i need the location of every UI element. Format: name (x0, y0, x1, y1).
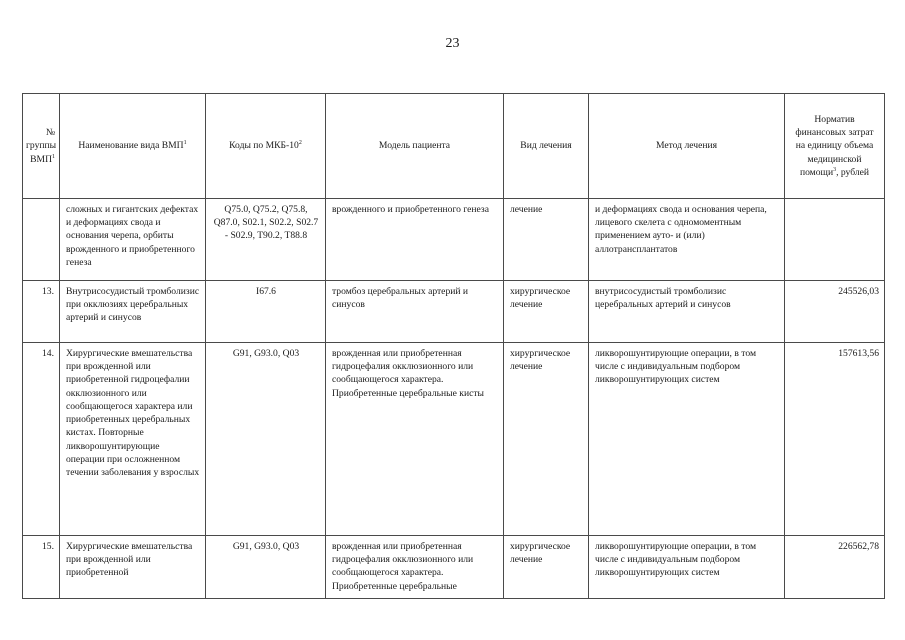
group-num-cell (23, 199, 60, 281)
table-row (23, 343, 885, 536)
cost-cell: 157613,56 (785, 343, 885, 536)
table-row (23, 281, 885, 343)
group-num-cell: 15. (23, 536, 60, 599)
header-icd-codes (206, 94, 326, 199)
header-group-num (23, 94, 60, 199)
group-num-cell: 13. (23, 281, 60, 343)
header-cost-norm-suffix: , рублей (836, 166, 870, 178)
table-row (23, 199, 885, 281)
header-treatment-method-text: Метод лечения (655, 140, 718, 152)
vmp-name-cell: Хирургические вмешательства при врожденной или приобретенной гидроцефалии окклюзионного или сообщающегося характера или приобретенных церебральных кистах. Повторные ликворошунтирующие операции при осложненном течении заболевания у взрослых (60, 343, 206, 536)
header-patient-model-text: Модель пациента (378, 140, 451, 152)
header-treatment-method (589, 94, 785, 199)
patient-model-cell: тромбоз церебральных артерий и синусов (326, 281, 504, 343)
header-cost-norm-text: Норматив финансовых затрат на единицу объема медицинской помощи (795, 113, 874, 178)
header-vmp-name-text: Наименование вида ВМП (78, 140, 184, 152)
header-treatment-type-text: Вид лечения (520, 140, 572, 152)
header-group-num-text: № группы ВМП (26, 127, 57, 165)
footnote-mark: 2 (298, 140, 302, 147)
cost-cell: 245526,03 (785, 281, 885, 343)
treatment-type-cell: хирургическое лечение (504, 536, 589, 599)
icd-codes-cell: G91, G93.0, Q03 (206, 536, 326, 599)
patient-model-cell: врожденная или приобретенная гидроцефалия окклюзионного или сообщающегося характера. Приобретенные церебральные кисты (326, 343, 504, 536)
header-icd-codes-text: Коды по МКБ-10 (229, 140, 299, 152)
footnote-mark: 3 (833, 166, 837, 173)
patient-model-cell: врожденная или приобретенная гидроцефалия окклюзионного или сообщающегося характера. Приобретенные церебральные (326, 536, 504, 599)
header-vmp-name (60, 94, 206, 199)
cost-cell: 226562,78 (785, 536, 885, 599)
treatment-method-cell: и деформациях свода и основания черепа, лицевого скелета с одномоментным применением ауто- и (или) аллотрансплантатов (589, 199, 785, 281)
table-header-row (23, 94, 885, 199)
icd-codes-cell: I67.6 (206, 281, 326, 343)
treatment-method-cell: ликворошунтирующие операции, в том числе с индивидуальным подбором ликворошунтирующих систем (589, 536, 785, 599)
treatment-method-cell: ликворошунтирующие операции, в том числе с индивидуальным подбором ликворошунтирующих систем (589, 343, 785, 536)
header-treatment-type (504, 94, 589, 199)
cost-cell (785, 199, 885, 281)
table-row (23, 536, 885, 599)
page-number: 23 (445, 36, 460, 51)
vmp-table (22, 93, 885, 599)
icd-codes-cell: Q75.0, Q75.2, Q75.8, Q87.0, S02.1, S02.2, S02.7 - S02.9, T90.2, T88.8 (206, 199, 326, 281)
treatment-type-cell: хирургическое лечение (504, 281, 589, 343)
icd-codes-cell: G91, G93.0, Q03 (206, 343, 326, 536)
treatment-type-cell: лечение (504, 199, 589, 281)
vmp-name-cell: сложных и гигантских дефектах и деформациях свода и основания черепа, орбиты врожденного и приобретенного генеза (60, 199, 206, 281)
footnote-mark: 1 (52, 153, 55, 160)
header-patient-model (326, 94, 504, 199)
treatment-type-cell: хирургическое лечение (504, 343, 589, 536)
footnote-mark: 1 (183, 140, 187, 147)
vmp-name-cell: Хирургические вмешательства при врожденной или приобретенной (60, 536, 206, 599)
patient-model-cell: врожденного и приобретенного генеза (326, 199, 504, 281)
vmp-name-cell: Внутрисосудистый тромболизис при окклюзиях церебральных артерий и синусов (60, 281, 206, 343)
group-num-cell: 14. (23, 343, 60, 536)
header-cost-norm (785, 94, 885, 199)
treatment-method-cell: внутрисосудистый тромболизис церебральных артерий и синусов (589, 281, 785, 343)
